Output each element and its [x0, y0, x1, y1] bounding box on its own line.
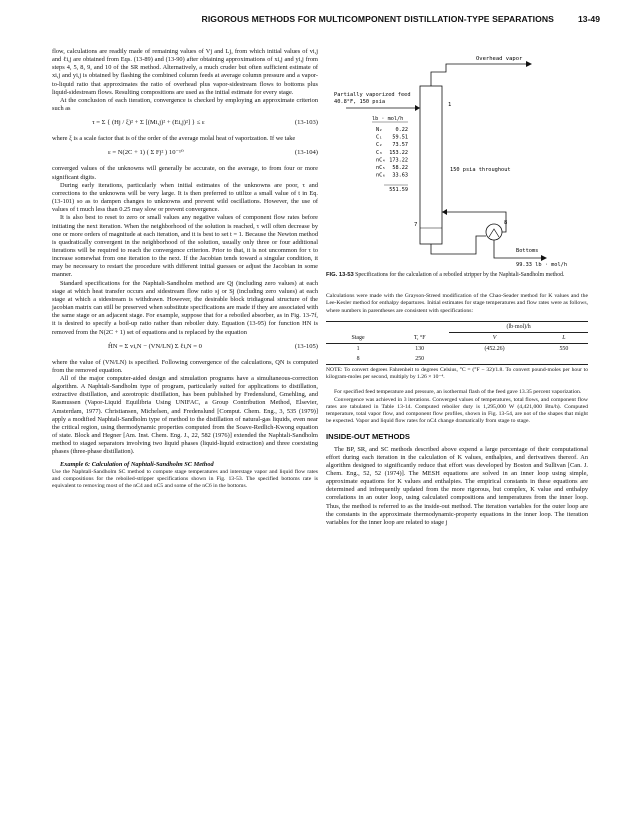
equation-number: (13-104)	[294, 149, 318, 157]
component-name: nC₄	[376, 157, 386, 164]
table-header: V	[449, 332, 540, 343]
paragraph: Calculations were made with the Grayson-Streed modification of the Chao-Seader method for K values and the Lee-Kesler method for enthalpy departures. Initial estimates for stage temperatures and flow rates were as follows, where numbers in parentheses are consistent with specifications:	[326, 293, 588, 314]
table-row	[326, 354, 588, 365]
equation-formula: ĤN = Σ vi,N − (VN/LN) Σ ℓi,N = 0	[108, 342, 202, 350]
stage-label: 7	[414, 222, 418, 228]
example-block	[52, 461, 318, 469]
table-header: L	[540, 332, 588, 343]
component-flow: 173.22	[389, 157, 408, 164]
example-body: Use the Naphtali-Sandholm SC method to compute stage temperatures and interstage vapor and liquid flow rates and compositions for the reboiled-stripper specifications shown in Fig. 13-53. The specified bottoms rate is equivalent to removing most of the nC4 and nC5 and some of the nC6 in the bottoms.	[52, 468, 318, 490]
feed-conditions: 40.8°F, 150 psia	[334, 99, 386, 105]
component-name: nC₅	[376, 165, 386, 171]
equation-number: (13-103)	[294, 119, 318, 127]
component-flow: 58.22	[392, 165, 408, 171]
component-flow: 153.22	[389, 149, 408, 156]
paragraph: All of the major computer-aided design and simulation programs have a simultaneous-correction algorithm. A Naphtali-Sandholm type of program, particularly suited for applications to distillation, extractive distillation, and azeotropic distillation, has been published by Fredenslund, Gmehling, and Rasmussen (Vapor-Liquid Equilibria Using UNIFAC, a Group Contribution Method, Elsevier, Amsterdam, 1977). Christiansen, Michelsen, and Fredenslund [Comput. Chem. Eng., 3, 535 (1979)] apply a modified Naphtali-Sandholm type of method to the distillation of natural-gas liquids, even near the critical region, using thermodynamic properties computed from the Soave-Redlich-Kwong equation of state. Block and Hegner [Am. Inst. Chem. Eng. J., 22, 582 (1976)] extended the Naphtali-Sandholm method to staged separators involving two liquid phases (liquid-liquid extraction) and three coexisting phases (three-phase distillation).	[52, 375, 318, 456]
paragraph: At the conclusion of each iteration, convergence is checked by employing an approximate criterion such as	[52, 96, 318, 113]
reboiler	[486, 224, 502, 240]
table-cell	[449, 354, 540, 365]
table-header: T, °F	[390, 332, 449, 343]
initial-estimates-table	[326, 321, 588, 366]
bottoms-rate: 99.33 lb · mol/h	[516, 262, 568, 268]
table-cell	[540, 354, 588, 365]
equation-formula: ε = N(2C + 1) ( Σ Fj² ) 10⁻¹⁰	[108, 149, 184, 157]
overhead-arrow	[526, 61, 532, 67]
overhead-label: Overhead vapor	[476, 56, 523, 62]
paragraph: where the value of (VN/LN) is specified. Following convergence of the calculations, QN is computed from the removed equation.	[52, 358, 318, 374]
paragraph: converged values of the unknowns will generally be accurate, on the average, to from four or more significant digits.	[52, 165, 318, 181]
table-group-header: (lb·mol)/h	[449, 321, 588, 332]
pressure-label: 150 psia throughout	[450, 167, 511, 173]
paragraph: flow, calculations are readily made of remaining values of Vj and Lj, from which initial values of vi,j and ℓi,j are obtained from Eqs. (13-89) and (13-90) after obtaining approximations of xi,j and yi,j from steps 4, 5, 8, 9, and 10 of the SR method. Alternatively, a much cruder but often sufficient estimate of xi,j and yi,j is obtained by flashing the combined column feeds at average column pressure and a vapor-to-liquid ratio that approximates the ratio of overhead plus vapor-sidestream flows to bottoms plus liquid-sidestream flows. Resulting compositions are used as the initial estimate for every stage.	[52, 48, 318, 96]
equation-13-105	[52, 337, 318, 359]
feed-label: Partially vaporized feed	[334, 92, 411, 98]
table-note: NOTE: To convert degrees Fahrenheit to degrees Celsius, °C = (°F − 32)/1.8. To convert pound-moles per hour to kilogram-moles per second, multiply by 1.26 × 10⁻⁴.	[326, 367, 588, 381]
table-cell: 130	[415, 346, 425, 353]
component-flow: 33.63	[392, 172, 408, 179]
table-header: Stage	[326, 332, 390, 343]
equation-formula: τ = Σ { (Hj / ξ)² + Σ [(Mi,j)² + (Ei,j)²] } ≤ ε	[92, 119, 205, 127]
paragraph: where ξ is a scale factor that is of the order of the average molal heat of vaporization. If we take	[52, 135, 296, 143]
return-arrow	[442, 209, 447, 215]
paragraph: The BP, SR, and SC methods described above expend a large percentage of their computational effort during each iteration in the calculation of K values, enthalpies, and derivatives thereof. An algorithm designed to significantly reduce that effort was developed by Boston and Sullivan [Can. J. Chem. Eng., 52, 52 (1974)]. The MESH equations are solved in an inner loop using simple, approximate equations for K values and enthalpies. The empirical constants in these equations are determined and infrequently updated from the more rigorous, but complex, K value and enthalpy correlations in an outer loop, using calculated compositions and temperatures from the inner loop. Thus, the method is referred to as the inside-out method. The iteration variables for the outer loop are the constants in the approximate thermodynamic-property equations in the inner loop. The iteration variables for the inner loop are related to stage j	[326, 445, 588, 526]
component-name: N₂	[376, 127, 383, 133]
table-cell: 550	[559, 346, 569, 353]
component-name: C₂	[376, 142, 383, 149]
running-header	[40, 14, 600, 28]
component-table	[376, 127, 408, 179]
table-cell: 8	[326, 354, 390, 365]
feed-arrow	[415, 105, 420, 111]
component-flow: 73.57	[392, 142, 408, 149]
figure-caption-text: Specifications for the calculation of a reboiled stripper by the Naphtali-Sandholm method.	[355, 272, 565, 278]
bottoms-arrow	[541, 255, 547, 261]
component-name: C₃	[376, 149, 383, 156]
example-heading: Example 6: Calculation of Naphtali-Sandholm SC Method	[60, 460, 214, 468]
component-flow: 0.22	[395, 127, 408, 133]
stage-label: 8	[504, 220, 508, 226]
section-heading: INSIDE-OUT METHODS	[326, 432, 410, 442]
table-cell: 1	[356, 346, 360, 353]
left-column	[52, 48, 318, 490]
stripper-diagram-svg	[326, 36, 588, 268]
equation-13-103	[52, 113, 318, 135]
running-title: RIGOROUS METHODS FOR MULTICOMPONENT DISTILLATION-TYPE SEPARATIONS	[201, 14, 554, 24]
component-flow: 59.51	[392, 134, 408, 141]
figure-label: FIG. 13-53	[326, 272, 354, 278]
paragraph: It is also best to reset to zero or small values any negative values of component flow rates before initiating the next iteration. When the neighborhood of the solution is reached, τ will often decrease by one or more orders of magnitude at each iteration, and it is best to set t = 1. Because the Newton method is quadratically convergent in the neighborhood of the solution, usually only three or four additional iterations will be required to reach the convergence criterion. Prior to that, it is not uncommon for τ to increase somewhat from one iteration to the next. If the Jacobian tends toward a singular condition, it may be necessary to restart the procedure with different initial guesses or adjust the Jacobian in some manner.	[52, 214, 318, 279]
stripper-diagram	[326, 36, 588, 268]
feed-total: 551.59	[389, 187, 408, 193]
stage-label: 1	[448, 102, 452, 108]
paragraph: Convergence was achieved in 3 iterations. Converged values of temperatures, total flows, and component flow rates are tabulated in Table 13-14. Computed reboiler duty is 1,295,000 W (4,421,000 Btu/h). Computed temperature, total vapor flow, and component flow profiles, shown in Fig. 13-54, are not of the shapes that might be expected. Vapor and liquid flow rates for nC4 change dramatically from stage to stage.	[326, 396, 588, 425]
component-name: C₁	[376, 134, 383, 141]
equation-number: (13-105)	[294, 342, 318, 350]
page-number: 13-49	[578, 14, 600, 24]
table-cell: 250	[390, 354, 449, 365]
units-label: lb · mol/h	[372, 116, 404, 122]
paragraph: During early iterations, particularly when initial estimates of the unknowns are poor, τ and corrections to the unknowns will be very large. It is then preferred to utilize a small value of t in Eq. (13-101) so as to dampen changes to unknowns and prevent wild oscillations. However, the use of values of t much less than 0.25 may slow or prevent convergence.	[52, 181, 318, 214]
component-name: nC₆	[376, 172, 386, 179]
paragraph: For specified feed temperature and pressure, an isothermal flash of the feed gave 13.35 percent vaporization.	[334, 389, 582, 396]
figure-caption	[326, 272, 588, 279]
equation-13-104	[52, 143, 318, 165]
right-column	[326, 36, 588, 527]
overhead-line	[431, 64, 526, 86]
table-cell: (452.26)	[484, 346, 505, 353]
column-shell	[420, 86, 442, 244]
bottoms-label: Bottoms	[516, 248, 539, 254]
paragraph: Standard specifications for the Naphtali-Sandholm method are Qj (including zero values) at each stage at which heat transfer occurs and sidestream flow ratio sj or Sj (including zero values) at each stage at which a sidestream is withdrawn. However, the desirable block tridiagonal structure of the jacobian matrix can still be preserved when substitute specifications are made if they are associated with the same stage or an adjacent stage. For example, suppose that for a reboiled absorber, as in Fig. 13-7f, it is desired to specify a boil-up ratio rather than reboiler duty. Equation (13-95) for function HN is removed from the N(2C + 1) set of equations and is replaced by the equation	[52, 279, 318, 336]
table-row	[326, 344, 588, 355]
